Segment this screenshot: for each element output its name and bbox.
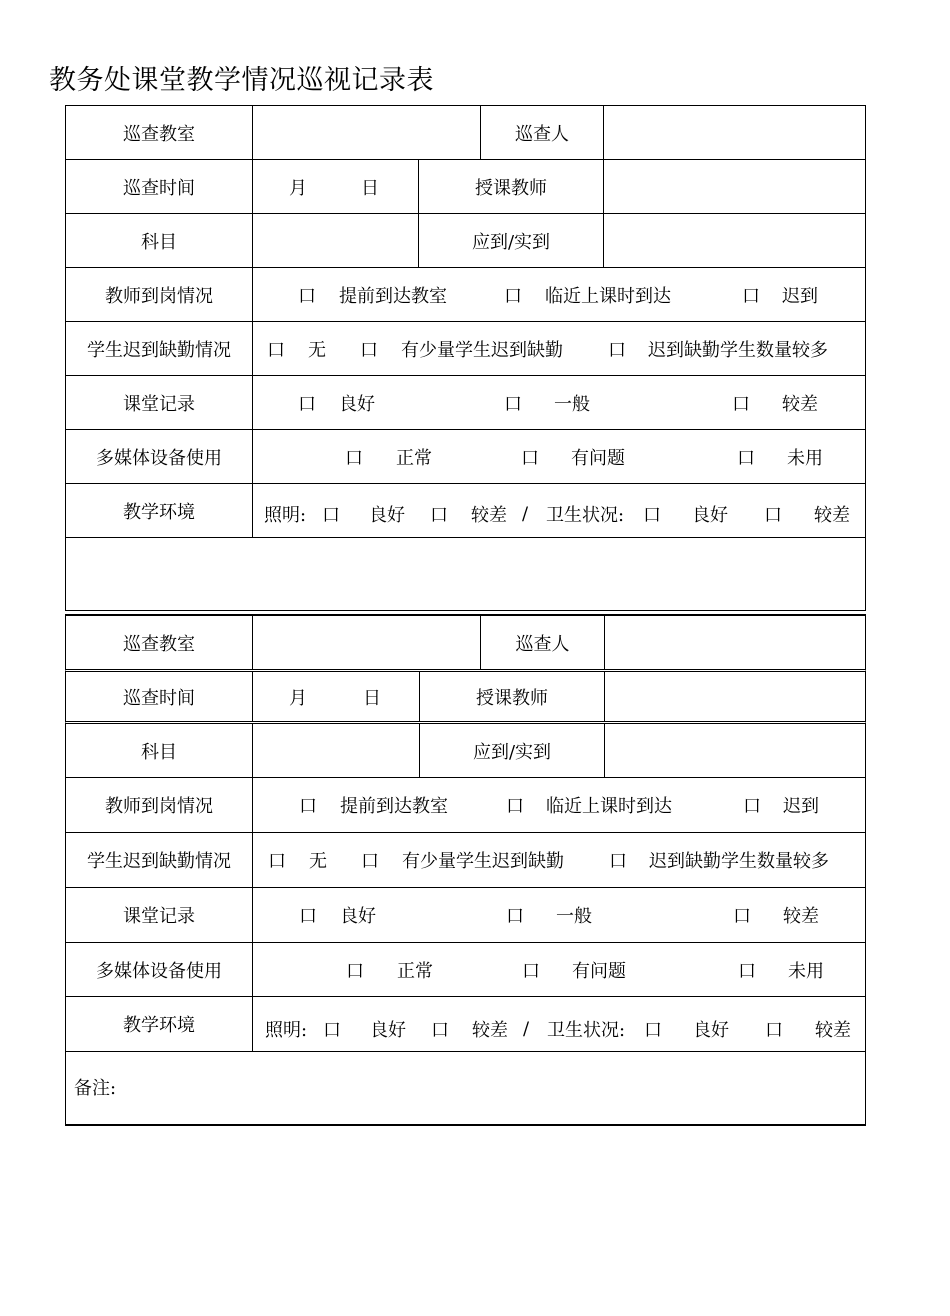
separator: /	[523, 1018, 530, 1040]
label-attendance: 应到/实到	[420, 724, 605, 777]
checkbox-normal[interactable]: 口	[346, 960, 364, 982]
label-multimedia: 多媒体设备使用	[66, 943, 253, 996]
field-date[interactable]	[253, 160, 419, 213]
option-unused: 未用	[787, 447, 823, 469]
field-teacher[interactable]	[605, 672, 865, 721]
option-late: 迟到	[783, 796, 819, 817]
row-multimedia	[65, 430, 866, 484]
option-issue: 有问题	[571, 447, 625, 469]
label-day: 日	[363, 687, 381, 709]
option-lighting-poor: 较差	[472, 1020, 508, 1042]
checkbox-average[interactable]: 口	[506, 906, 524, 927]
checkbox-hygiene-good[interactable]: 口	[643, 504, 661, 526]
option-normal: 正常	[396, 447, 432, 469]
option-few: 有少量学生迟到缺勤	[402, 851, 564, 872]
option-many: 迟到缺勤学生数量较多	[649, 851, 829, 872]
option-lighting-good: 良好	[369, 504, 405, 526]
checkbox-lighting-good[interactable]: 口	[322, 504, 340, 526]
field-inspector[interactable]	[604, 106, 865, 159]
checkbox-near-time[interactable]: 口	[506, 796, 524, 817]
label-time: 巡查时间	[66, 160, 253, 213]
field-classroom[interactable]	[253, 616, 481, 669]
label-teacher-duty: 教师到岗情况	[66, 268, 253, 321]
checkbox-hygiene-poor[interactable]: 口	[765, 1020, 783, 1042]
row-subject	[65, 724, 866, 778]
checkbox-good[interactable]: 口	[298, 393, 316, 415]
field-date[interactable]	[253, 672, 420, 721]
checkbox-many[interactable]: 口	[608, 339, 626, 361]
checkbox-lighting-poor[interactable]: 口	[430, 504, 448, 526]
label-student-late: 学生迟到缺勤情况	[66, 322, 253, 375]
field-teacher[interactable]	[604, 160, 865, 213]
option-hygiene-poor: 较差	[814, 504, 850, 526]
row-student-late	[65, 833, 866, 888]
label-inspector: 巡查人	[481, 616, 605, 669]
option-hygiene-good: 良好	[692, 504, 728, 526]
option-hygiene-good: 良好	[693, 1020, 729, 1042]
label-classroom: 巡查教室	[66, 616, 253, 669]
label-multimedia: 多媒体设备使用	[66, 430, 253, 483]
row-multimedia	[65, 943, 866, 997]
inspection-form-2	[65, 614, 866, 1126]
checkbox-hygiene-poor[interactable]: 口	[764, 504, 782, 526]
label-class-record: 课堂记录	[66, 888, 253, 942]
row-classroom	[65, 616, 866, 672]
option-none: 无	[309, 851, 327, 872]
separator: /	[522, 503, 529, 525]
checkbox-near-time[interactable]: 口	[504, 285, 522, 307]
checkbox-none[interactable]: 口	[268, 851, 286, 872]
checkbox-many[interactable]: 口	[609, 851, 627, 872]
field-classroom[interactable]	[253, 106, 481, 159]
row-environment	[65, 484, 866, 538]
option-good: 良好	[340, 906, 376, 927]
label-subject: 科目	[66, 724, 253, 777]
checkbox-early[interactable]: 口	[298, 285, 316, 307]
form-title: 教务处课堂教学情况巡视记录表	[49, 65, 434, 96]
row-class-record	[65, 888, 866, 943]
checkbox-few[interactable]: 口	[361, 851, 379, 872]
option-issue: 有问题	[572, 960, 626, 982]
field-attendance[interactable]	[605, 724, 865, 777]
row-time	[65, 160, 866, 214]
option-many: 迟到缺勤学生数量较多	[648, 339, 828, 361]
option-few: 有少量学生迟到缺勤	[401, 339, 563, 361]
option-hygiene-poor: 较差	[815, 1020, 851, 1042]
label-hygiene: 卫生状况:	[547, 1020, 626, 1042]
label-hygiene: 卫生状况:	[546, 504, 625, 526]
checkbox-unused[interactable]: 口	[737, 447, 755, 469]
option-near-time: 临近上课时到达	[545, 285, 671, 307]
option-lighting-good: 良好	[370, 1020, 406, 1042]
row-teacher-duty	[65, 778, 866, 833]
checkbox-none[interactable]: 口	[267, 339, 285, 361]
checkbox-lighting-poor[interactable]: 口	[431, 1020, 449, 1042]
row-time	[65, 672, 866, 724]
option-early: 提前到达教室	[340, 796, 448, 817]
label-classroom: 巡查教室	[66, 106, 253, 159]
label-student-late: 学生迟到缺勤情况	[66, 833, 253, 887]
checkbox-hygiene-good[interactable]: 口	[644, 1020, 662, 1042]
label-inspector: 巡查人	[481, 106, 604, 159]
remarks-area[interactable]	[65, 1052, 866, 1126]
label-month: 月	[289, 177, 307, 199]
checkbox-poor[interactable]: 口	[732, 393, 750, 415]
field-subject[interactable]	[253, 214, 419, 267]
label-teacher: 授课教师	[420, 672, 605, 721]
label-day: 日	[361, 177, 379, 199]
label-lighting: 照明:	[265, 1020, 308, 1042]
row-classroom	[65, 106, 866, 160]
blank-notes-area[interactable]	[65, 538, 866, 611]
option-average: 一般	[554, 393, 590, 415]
checkbox-issue[interactable]: 口	[521, 447, 539, 469]
field-attendance[interactable]	[604, 214, 865, 267]
checkbox-unused[interactable]: 口	[738, 960, 756, 982]
label-attendance: 应到/实到	[419, 214, 604, 267]
checkbox-late[interactable]: 口	[742, 285, 760, 307]
checkbox-early[interactable]: 口	[299, 796, 317, 817]
label-remarks: 备注:	[74, 1078, 117, 1099]
checkbox-issue[interactable]: 口	[522, 960, 540, 982]
label-environment: 教学环境	[66, 484, 253, 537]
option-poor: 较差	[782, 393, 818, 415]
field-subject[interactable]	[253, 724, 420, 777]
checkbox-average[interactable]: 口	[504, 393, 522, 415]
label-subject: 科目	[66, 214, 253, 267]
option-near-time: 临近上课时到达	[546, 796, 672, 817]
label-class-record: 课堂记录	[66, 376, 253, 429]
label-time: 巡查时间	[66, 672, 253, 721]
checkbox-late[interactable]: 口	[743, 796, 761, 817]
option-none: 无	[308, 339, 326, 361]
option-early: 提前到达教室	[339, 285, 447, 307]
option-late: 迟到	[782, 285, 818, 307]
row-teacher-duty	[65, 268, 866, 322]
option-average: 一般	[556, 906, 592, 927]
checkbox-good[interactable]: 口	[299, 906, 317, 927]
label-teacher: 授课教师	[419, 160, 604, 213]
option-normal: 正常	[397, 960, 433, 982]
checkbox-normal[interactable]: 口	[345, 447, 363, 469]
label-month: 月	[289, 687, 307, 709]
option-poor: 较差	[783, 906, 819, 927]
row-student-late	[65, 322, 866, 376]
option-lighting-poor: 较差	[471, 504, 507, 526]
inspection-form-1	[65, 105, 866, 611]
option-good: 良好	[339, 393, 375, 415]
label-environment: 教学环境	[66, 997, 253, 1051]
row-environment	[65, 997, 866, 1052]
option-unused: 未用	[788, 960, 824, 982]
field-inspector[interactable]	[605, 616, 865, 669]
row-subject	[65, 214, 866, 268]
row-class-record	[65, 376, 866, 430]
label-lighting: 照明:	[264, 504, 307, 526]
checkbox-poor[interactable]: 口	[733, 906, 751, 927]
checkbox-few[interactable]: 口	[360, 339, 378, 361]
checkbox-lighting-good[interactable]: 口	[323, 1020, 341, 1042]
label-teacher-duty: 教师到岗情况	[66, 778, 253, 832]
